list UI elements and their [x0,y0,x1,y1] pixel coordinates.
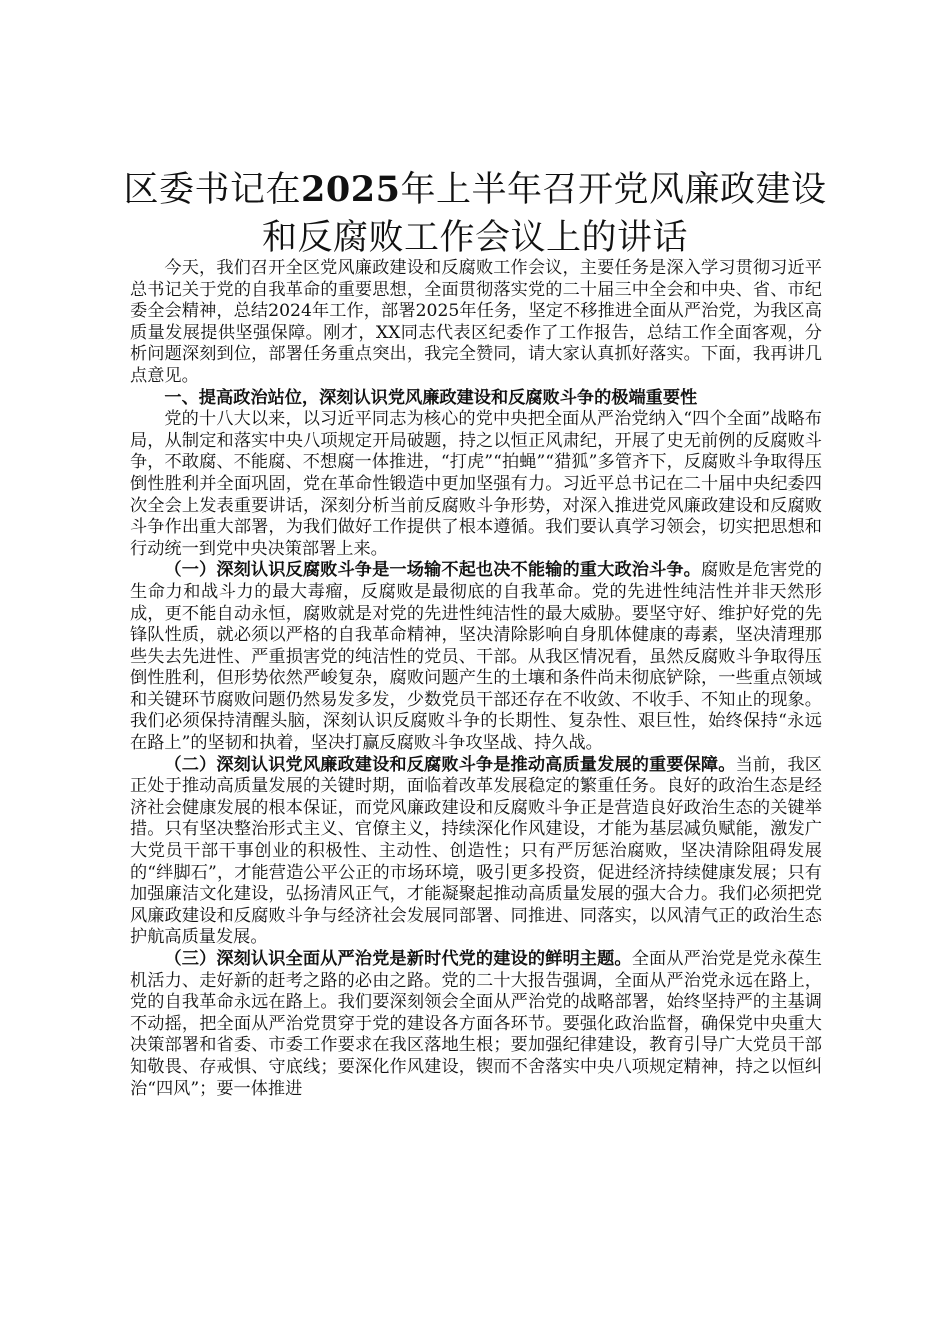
title-year: 2025 [301,169,401,210]
title-line2: 和反腐败工作会议上的讲话 [261,218,688,258]
document-body [130,258,822,1100]
subsection-1-heading: （一）深刻认识反腐败斗争是一场输不起也决不能输的重大政治斗争。 [164,560,701,581]
page-title [110,166,840,262]
subsection-2-paragraph [130,755,822,949]
subsection-3-text: 全面从严治党是党永葆生机活力、走好新的赶考之路的必由之路。党的二十大报告强调，全面从严治党永远在路上，党的自我革命永远在路上。我们要深刻领会全面从严治党的战略部署，始终坚持严的主基调不动摇，把全面从严治党贯穿于党的建设各方面各环节。要强化政治监督，确保党中央重大决策部署和省委、市委工作要求在我区落地生根；要加强纪律建设，教育引导广大党员干部知敬畏、存戒惧、守底线；要深化作风建设，锲而不舍落实中央八项规定精神，持之以恒纠治“四风”；要一体推进 [130,949,822,1099]
subsection-2-heading: （二）深刻认识党风廉政建设和反腐败斗争是推动高质量发展的重要保障。 [164,754,736,775]
subsection-3-paragraph [130,949,822,1100]
section-1-paragraph: 党的十八大以来，以习近平同志为核心的党中央把全面从严治党纳入“四个全面”战略布局，从制定和落实中央八项规定开局破题，持之以恒正风肃纪，开展了史无前例的反腐败斗争，不敢腐、不能腐、不想腐一体推进，“打虎”“拍蝇”“猎狐”多管齐下，反腐败斗争取得压倒性胜利并全面巩固，党在革命性锻造中更加坚强有力。习近平总书记在二十届中央纪委四次全会上发表重要讲话，深刻分析当前反腐败斗争形势，对深入推进党风廉政建设和反腐败斗争作出重大部署，为我们做好工作提供了根本遵循。我们要认真学习领会，切实把思想和行动统一到党中央决策部署上来。 [130,409,822,559]
subsection-1-text: 腐败是危害党的生命力和战斗力的最大毒瘤，反腐败是最彻底的自我革命。党的先进性纯洁性并非天然形成，更不能自动永恒，腐败就是对党的先进性纯洁性的最大威胁。要坚守好、维护好党的先锋队性质，就必须以严格的自我革命精神，坚决清除影响自身肌体健康的毒素，坚决清理那些失去先进性、严重损害党的纯洁性的党员、干部。从我区情况看，虽然反腐败斗争取得压倒性胜利，但形势依然严峻复杂，腐败问题产生的土壤和条件尚未彻底铲除，一些重点领域和关键环节腐败问题仍然易发多发，少数党员干部还存在不收敛、不收手、不知止的现象。我们必须保持清醒头脑，深刻认识反腐败斗争的长期性、复杂性、艰巨性，始终保持“永远在路上”的坚韧和执着，坚决打赢反腐败斗争攻坚战、持久战。 [130,560,822,754]
title-line1-suffix: 年上半年召开党风廉政建设 [400,170,827,210]
intro-paragraph: 今天，我们召开全区党风廉政建设和反腐败工作会议，主要任务是深入学习贯彻习近平总书记关于党的自我革命的重要思想，全面贯彻落实党的二十届三中全会和中央、省、市纪委全会精神，总结2024年工作，部署2025年任务，坚定不移推进全面从严治党，为我区高质量发展提供坚强保障。刚才，XX同志代表区纪委作了工作报告，总结工作全面客观，分析问题深刻到位，部署任务重点突出，我完全赞同，请大家认真抓好落实。下面，我再讲几点意见。 [130,258,822,386]
subsection-1-paragraph [130,560,822,754]
title-line1-prefix: 区委书记在 [123,170,302,210]
section-heading-1: 一、提高政治站位，深刻认识党风廉政建设和反腐败斗争的极端重要性 [164,387,698,408]
subsection-2-text: 当前，我区正处于推动高质量发展的关键时期，面临着改革发展稳定的繁重任务。良好的政治生态是经济社会健康发展的根本保证，而党风廉政建设和反腐败斗争正是营造良好政治生态的关键举措。只有坚决整治形式主义、官僚主义，持续深化作风建设，才能为基层减负赋能，激发广大党员干部干事创业的积极性、主动性、创造性；只有严厉惩治腐败，坚决清除阻碍发展的“绊脚石”，才能营造公平公正的市场环境，吸引更多投资，促进经济持续健康发展；只有加强廉洁文化建设，弘扬清风正气，才能凝聚起推动高质量发展的强大合力。我们必须把党风廉政建设和反腐败斗争与经济社会发展同部署、同推进、同落实，以风清气正的政治生态护航高质量发展。 [130,754,822,948]
subsection-3-heading: （三）深刻认识全面从严治党是新时代党的建设的鲜明主题。 [164,949,632,969]
